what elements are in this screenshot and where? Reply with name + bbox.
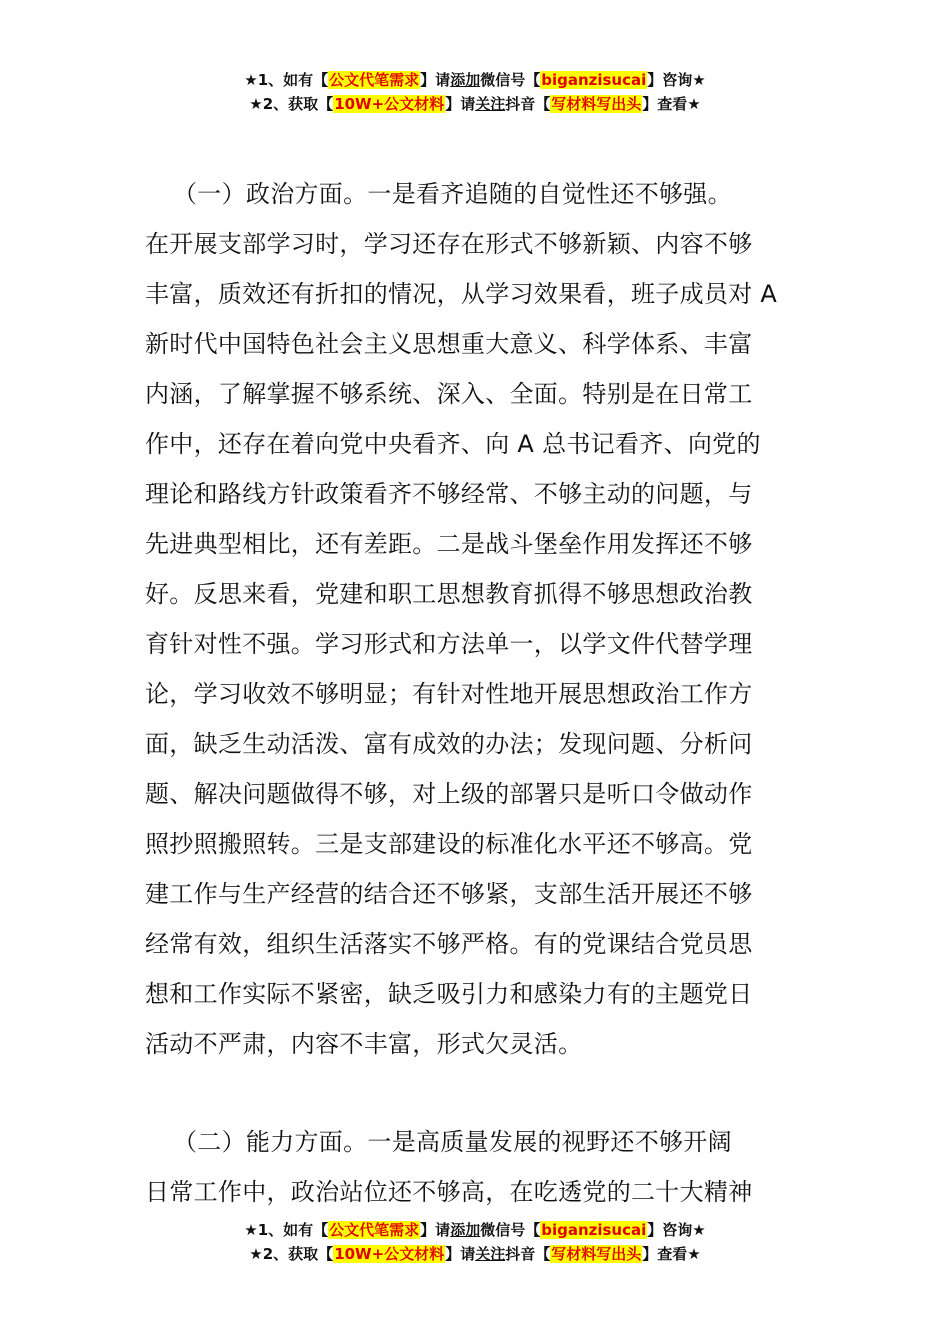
paragraph-line: 论，学习收效不够明显；有针对性地开展思想政治工作方 bbox=[145, 680, 753, 708]
banner-line-1: ★1、如有【公文代笔需求】请添加微信号【biganzisucai】咨询★ bbox=[244, 1221, 706, 1239]
paragraph-line: 丰富，质效还有折扣的情况，从学习效果看，班子成员对 A bbox=[145, 280, 778, 308]
highlight-douyin-id: 写材料写出头 bbox=[551, 1245, 642, 1263]
paragraph-line: 先进典型相比，还有差距。二是战斗堡垒作用发挥还不够 bbox=[145, 530, 753, 558]
highlight-service: 公文代笔需求 bbox=[329, 1221, 420, 1239]
paragraph-line: 好。反思来看，党建和职工思想教育抓得不够思想政治教 bbox=[145, 580, 753, 608]
paragraph-capability bbox=[145, 1117, 810, 1217]
paragraph-line: 建工作与生产经营的结合还不够紧，支部生活开展还不够 bbox=[145, 880, 753, 908]
paragraph-line: （二）能力方面。一是高质量发展的视野还不够开阔 bbox=[173, 1128, 732, 1156]
paragraph-line: 在开展支部学习时，学习还存在形式不够新颖、内容不够 bbox=[145, 230, 753, 258]
highlight-wechat-id: biganzisucai bbox=[541, 1221, 647, 1239]
paragraph-line: 育针对性不强。学习形式和方法单一，以学文件代替学理 bbox=[145, 630, 753, 658]
highlight-wechat-id: biganzisucai bbox=[541, 71, 647, 89]
paragraph-line: 想和工作实际不紧密，缺乏吸引力和感染力有的主题党日 bbox=[145, 980, 753, 1008]
banner-line-2: ★2、获取【10W+公文材料】请关注抖音【写材料写出头】查看★ bbox=[249, 1245, 701, 1263]
paragraph-political bbox=[145, 169, 810, 1069]
paragraph-line: 活动不严肃，内容不丰富，形式欠灵活。 bbox=[145, 1030, 583, 1058]
paragraph-line: 内涵，了解掌握不够系统、深入、全面。特别是在日常工 bbox=[145, 380, 753, 408]
paragraph-line: 日常工作中，政治站位还不够高，在吃透党的二十大精神 bbox=[145, 1178, 753, 1206]
paragraph-line: 新时代中国特色社会主义思想重大意义、科学体系、丰富 bbox=[145, 330, 753, 358]
top-banner bbox=[0, 68, 950, 116]
highlight-service: 公文代笔需求 bbox=[329, 71, 420, 89]
highlight-materials: 10W+公文材料 bbox=[334, 95, 445, 113]
bottom-banner bbox=[0, 1218, 950, 1266]
paragraph-line: 理论和路线方针政策看齐不够经常、不够主动的问题，与 bbox=[145, 480, 753, 508]
highlight-douyin-id: 写材料写出头 bbox=[551, 95, 642, 113]
banner-line-1: ★1、如有【公文代笔需求】请添加微信号【biganzisucai】咨询★ bbox=[244, 71, 706, 89]
paragraph-line: （一）政治方面。一是看齐追随的自觉性还不够强。 bbox=[173, 180, 732, 208]
paragraph-line: 题、解决问题做得不够，对上级的部署只是听口令做动作 bbox=[145, 780, 753, 808]
paragraph-line: 面，缺乏生动活泼、富有成效的办法；发现问题、分析问 bbox=[145, 730, 753, 758]
paragraph-line: 经常有效，组织生活落实不够严格。有的党课结合党员思 bbox=[145, 930, 753, 958]
highlight-materials: 10W+公文材料 bbox=[334, 1245, 445, 1263]
paragraph-line: 照抄照搬照转。三是支部建设的标准化水平还不够高。党 bbox=[145, 830, 753, 858]
paragraph-line: 作中，还存在着向党中央看齐、向 A 总书记看齐、向党的 bbox=[145, 430, 761, 458]
banner-line-2: ★2、获取【10W+公文材料】请关注抖音【写材料写出头】查看★ bbox=[249, 95, 701, 113]
